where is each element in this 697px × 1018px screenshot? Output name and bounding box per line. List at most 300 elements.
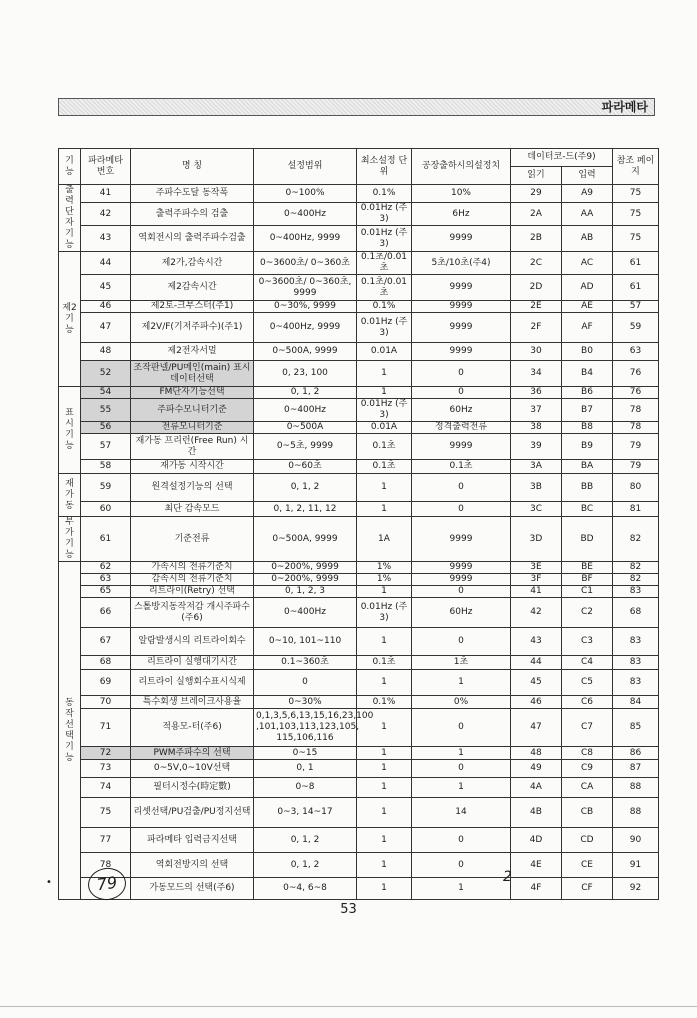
ref-page: 91 xyxy=(613,853,659,878)
param-no: 42 xyxy=(81,203,131,226)
header-name: 명 칭 xyxy=(131,149,254,185)
param-no: 45 xyxy=(81,275,131,301)
param-name: FM단자기능선택 xyxy=(131,387,254,399)
table-row xyxy=(59,878,659,900)
param-min-unit: 0.1% xyxy=(357,696,412,709)
param-min-unit: 1 xyxy=(357,747,412,760)
datacode-write: B8 xyxy=(562,422,613,434)
param-no: 77 xyxy=(81,828,131,853)
datacode-write: AF xyxy=(562,313,613,343)
parameter-table xyxy=(58,148,659,900)
scan-edge-line xyxy=(0,1006,697,1007)
param-no: 55 xyxy=(81,399,131,422)
param-no: 48 xyxy=(81,343,131,361)
header-min-unit: 최소설정 단위 xyxy=(357,149,412,185)
datacode-read: 38 xyxy=(511,422,562,434)
param-factory: 60Hz xyxy=(412,399,511,422)
table-row xyxy=(59,586,659,598)
margin-dot: • xyxy=(46,877,52,888)
param-name: 제2전자서멀 xyxy=(131,343,254,361)
param-factory: 10% xyxy=(412,185,511,203)
function-group: 제2 기능 xyxy=(59,252,81,387)
param-range: 0~100% xyxy=(254,185,357,203)
param-min-unit: 0.01Hz (주3) xyxy=(357,313,412,343)
ref-page: 83 xyxy=(613,586,659,598)
param-range: 0~15 xyxy=(254,747,357,760)
ref-page: 85 xyxy=(613,709,659,747)
param-factory: 0% xyxy=(412,696,511,709)
ref-page: 88 xyxy=(613,778,659,798)
ref-page: 92 xyxy=(613,878,659,900)
datacode-write: CD xyxy=(562,828,613,853)
table-row xyxy=(59,628,659,656)
param-name: 감속시의 전류기준치 xyxy=(131,574,254,586)
param-name: 원격설정기능의 선택 xyxy=(131,474,254,502)
ref-page: 75 xyxy=(613,226,659,252)
param-factory: 0 xyxy=(412,828,511,853)
param-factory: 5초/10초(주4) xyxy=(412,252,511,275)
param-range: 0.1~360초 xyxy=(254,656,357,670)
param-name: 특수회생 브레이크사용율 xyxy=(131,696,254,709)
param-min-unit: 0.1% xyxy=(357,301,412,313)
datacode-write: B7 xyxy=(562,399,613,422)
datacode-read: 30 xyxy=(511,343,562,361)
param-name: 가동모드의 선택(주6) xyxy=(131,878,254,900)
param-factory: 0 xyxy=(412,502,511,517)
ref-page: 83 xyxy=(613,656,659,670)
datacode-write: AD xyxy=(562,275,613,301)
ref-page: 61 xyxy=(613,275,659,301)
param-range: 0~500A xyxy=(254,422,357,434)
param-factory: 9999 xyxy=(412,313,511,343)
ref-page: 78 xyxy=(613,422,659,434)
datacode-read: 3F xyxy=(511,574,562,586)
param-min-unit: 0.1초/0.01초 xyxy=(357,275,412,301)
table-row xyxy=(59,226,659,252)
param-range: 0 xyxy=(254,670,357,696)
param-range: 0, 1, 2 xyxy=(254,853,357,878)
param-name: 기준전류 xyxy=(131,517,254,562)
datacode-read: 42 xyxy=(511,598,562,628)
ref-page: 84 xyxy=(613,696,659,709)
param-no: 71 xyxy=(81,709,131,747)
param-name: 역회전방지의 선택 xyxy=(131,853,254,878)
param-no: 62 xyxy=(81,562,131,574)
param-min-unit: 1 xyxy=(357,798,412,828)
param-min-unit: 0.01A xyxy=(357,343,412,361)
table-row xyxy=(59,853,659,878)
table-row xyxy=(59,474,659,502)
param-no: 57 xyxy=(81,434,131,460)
section-title: 파라메타 xyxy=(601,100,648,114)
header-function: 기능 xyxy=(59,149,81,185)
param-min-unit: 1 xyxy=(357,387,412,399)
param-name: 재가동 시작시간 xyxy=(131,460,254,474)
datacode-read: 3E xyxy=(511,562,562,574)
param-no: 72 xyxy=(81,747,131,760)
param-no: 56 xyxy=(81,422,131,434)
header-param-no: 파라메타 번호 xyxy=(81,149,131,185)
param-min-unit: 1 xyxy=(357,778,412,798)
param-factory: 9999 xyxy=(412,343,511,361)
param-factory: 60Hz xyxy=(412,598,511,628)
ref-page: 79 xyxy=(613,460,659,474)
param-no: 52 xyxy=(81,361,131,387)
datacode-read: 2B xyxy=(511,226,562,252)
param-range: 0~400Hz xyxy=(254,598,357,628)
param-no: 73 xyxy=(81,760,131,778)
param-name: 주파수모니터기준 xyxy=(131,399,254,422)
parameter-rows xyxy=(59,185,659,900)
table-row xyxy=(59,361,659,387)
param-min-unit: 1 xyxy=(357,502,412,517)
param-range: 0~10, 101~110 xyxy=(254,628,357,656)
param-no: 69 xyxy=(81,670,131,696)
param-name: 0~5V,0~10V선택 xyxy=(131,760,254,778)
param-min-unit: 0.1초 xyxy=(357,656,412,670)
table-row xyxy=(59,696,659,709)
param-name: 역회전시의 출력주파수검출 xyxy=(131,226,254,252)
param-no: 70 xyxy=(81,696,131,709)
param-name: 최단 감속모드 xyxy=(131,502,254,517)
datacode-write: BF xyxy=(562,574,613,586)
datacode-read: 3D xyxy=(511,517,562,562)
ref-page: 63 xyxy=(613,343,659,361)
param-no: 58 xyxy=(81,460,131,474)
param-no: 61 xyxy=(81,517,131,562)
param-min-unit: 1A xyxy=(357,517,412,562)
datacode-read: 44 xyxy=(511,656,562,670)
param-factory: 0 xyxy=(412,387,511,399)
ref-page: 90 xyxy=(613,828,659,853)
datacode-read: 29 xyxy=(511,185,562,203)
param-min-unit: 0.1초 xyxy=(357,434,412,460)
header-read: 읽기 xyxy=(511,167,562,185)
datacode-write: C6 xyxy=(562,696,613,709)
param-min-unit: 1 xyxy=(357,828,412,853)
ref-page: 68 xyxy=(613,598,659,628)
datacode-read: 36 xyxy=(511,387,562,399)
param-min-unit: 1 xyxy=(357,628,412,656)
section-header-bar xyxy=(58,98,655,116)
datacode-write: AC xyxy=(562,252,613,275)
datacode-write: CE xyxy=(562,853,613,878)
table-row xyxy=(59,747,659,760)
table-row xyxy=(59,760,659,778)
ref-page: 76 xyxy=(613,387,659,399)
datacode-read: 4E xyxy=(511,853,562,878)
table-row xyxy=(59,670,659,696)
datacode-write: BC xyxy=(562,502,613,517)
param-no: 59 xyxy=(81,474,131,502)
param-min-unit: 1 xyxy=(357,853,412,878)
param-range: 0, 23, 100 xyxy=(254,361,357,387)
param-name: 제2토-크부스터(주1) xyxy=(131,301,254,313)
table-row xyxy=(59,828,659,853)
param-min-unit: 1% xyxy=(357,574,412,586)
datacode-read: 34 xyxy=(511,361,562,387)
handwritten-circled-number: 79 xyxy=(86,866,128,903)
table-row xyxy=(59,275,659,301)
ref-page: 59 xyxy=(613,313,659,343)
datacode-write: C3 xyxy=(562,628,613,656)
header-write: 입력 xyxy=(562,167,613,185)
param-range: 0~3600초/ 0~360초 xyxy=(254,252,357,275)
datacode-write: C4 xyxy=(562,656,613,670)
param-min-unit: 0.01Hz (주3) xyxy=(357,226,412,252)
param-name: 리트라이(Retry) 선택 xyxy=(131,586,254,598)
param-name: 전류모니터기준 xyxy=(131,422,254,434)
param-min-unit: 1 xyxy=(357,361,412,387)
param-name: 리트라이 실행대기시간 xyxy=(131,656,254,670)
param-name: 파라메타 입력금지선택 xyxy=(131,828,254,853)
param-min-unit: 0.01A xyxy=(357,422,412,434)
datacode-read: 4A xyxy=(511,778,562,798)
param-range: 0~200%, 9999 xyxy=(254,574,357,586)
ref-page: 79 xyxy=(613,434,659,460)
ref-page: 81 xyxy=(613,502,659,517)
datacode-write: AA xyxy=(562,203,613,226)
param-min-unit: 1 xyxy=(357,878,412,900)
datacode-read: 41 xyxy=(511,586,562,598)
datacode-write: C8 xyxy=(562,747,613,760)
param-name: 제2V/F(기저주파수)(주1) xyxy=(131,313,254,343)
param-min-unit: 1 xyxy=(357,760,412,778)
datacode-read: 45 xyxy=(511,670,562,696)
datacode-write: BE xyxy=(562,562,613,574)
param-range: 0, 1 xyxy=(254,760,357,778)
datacode-write: BD xyxy=(562,517,613,562)
ref-page: 57 xyxy=(613,301,659,313)
param-no: 46 xyxy=(81,301,131,313)
param-min-unit: 0.01Hz (주3) xyxy=(357,203,412,226)
datacode-read: 3A xyxy=(511,460,562,474)
function-group: 출력 단자 기능 xyxy=(59,185,81,252)
param-name: 주파수도달 동작폭 xyxy=(131,185,254,203)
param-no: 67 xyxy=(81,628,131,656)
ref-page: 61 xyxy=(613,252,659,275)
datacode-read: 4B xyxy=(511,798,562,828)
datacode-write: C5 xyxy=(562,670,613,696)
param-factory: 9999 xyxy=(412,226,511,252)
ref-page: 76 xyxy=(613,361,659,387)
param-factory: 1 xyxy=(412,747,511,760)
param-factory: 0 xyxy=(412,474,511,502)
ref-page: 83 xyxy=(613,670,659,696)
param-range: 0~500A, 9999 xyxy=(254,517,357,562)
param-no: 44 xyxy=(81,252,131,275)
ref-page: 83 xyxy=(613,628,659,656)
param-factory: 9999 xyxy=(412,275,511,301)
datacode-read: 37 xyxy=(511,399,562,422)
datacode-write: AE xyxy=(562,301,613,313)
table-row xyxy=(59,778,659,798)
param-no: 74 xyxy=(81,778,131,798)
param-factory: 14 xyxy=(412,798,511,828)
datacode-read: 48 xyxy=(511,747,562,760)
table-row xyxy=(59,574,659,586)
datacode-read: 43 xyxy=(511,628,562,656)
function-group: 재가 동 xyxy=(59,474,81,517)
ref-page: 87 xyxy=(613,760,659,778)
param-min-unit: 0.1초 xyxy=(357,460,412,474)
param-factory: 9999 xyxy=(412,301,511,313)
ref-page: 75 xyxy=(613,185,659,203)
datacode-write: C7 xyxy=(562,709,613,747)
param-range: 0~400Hz, 9999 xyxy=(254,226,357,252)
param-range: 0~60초 xyxy=(254,460,357,474)
param-factory: 9999 xyxy=(412,574,511,586)
param-range: 0~400Hz xyxy=(254,203,357,226)
param-name: 알람발생시의 리트라이회수 xyxy=(131,628,254,656)
param-no: 41 xyxy=(81,185,131,203)
param-range: 0~5초, 9999 xyxy=(254,434,357,460)
param-no: 78 xyxy=(81,853,131,878)
table-row xyxy=(59,313,659,343)
datacode-read: 3C xyxy=(511,502,562,517)
datacode-write: B4 xyxy=(562,361,613,387)
datacode-write: CF xyxy=(562,878,613,900)
param-no: 63 xyxy=(81,574,131,586)
table-row xyxy=(59,798,659,828)
param-no: 75 xyxy=(81,798,131,828)
param-range: 0~4, 6~8 xyxy=(254,878,357,900)
param-factory: 1 xyxy=(412,878,511,900)
param-range: 0~30%, 9999 xyxy=(254,301,357,313)
datacode-write: BB xyxy=(562,474,613,502)
param-factory: 0 xyxy=(412,361,511,387)
datacode-write: C1 xyxy=(562,586,613,598)
table-row xyxy=(59,656,659,670)
param-factory: 9999 xyxy=(412,434,511,460)
param-range: 0~500A, 9999 xyxy=(254,343,357,361)
param-range: 0~200%, 9999 xyxy=(254,562,357,574)
param-no: 66 xyxy=(81,598,131,628)
table-row xyxy=(59,387,659,399)
param-range: 0, 1, 2 xyxy=(254,828,357,853)
table-row xyxy=(59,434,659,460)
table-row xyxy=(59,517,659,562)
table-row xyxy=(59,399,659,422)
param-name: 스톨방지동작저감 개시주파수(주6) xyxy=(131,598,254,628)
datacode-read: 3B xyxy=(511,474,562,502)
datacode-write: AB xyxy=(562,226,613,252)
datacode-write: B9 xyxy=(562,434,613,460)
datacode-read: 4D xyxy=(511,828,562,853)
param-factory: 9999 xyxy=(412,562,511,574)
datacode-read: 46 xyxy=(511,696,562,709)
datacode-read: 49 xyxy=(511,760,562,778)
param-factory: 1 xyxy=(412,778,511,798)
header-factory: 공장출하시의설정치 xyxy=(412,149,511,185)
param-min-unit: 0.1초/0.01초 xyxy=(357,252,412,275)
table-row xyxy=(59,422,659,434)
param-factory: 1 xyxy=(412,670,511,696)
table-row xyxy=(59,252,659,275)
ref-page: 82 xyxy=(613,562,659,574)
table-row xyxy=(59,709,659,747)
param-name: 리셋선택/PU검출/PU정지선택 xyxy=(131,798,254,828)
datacode-write: C9 xyxy=(562,760,613,778)
param-name: 제2가,감속시간 xyxy=(131,252,254,275)
function-group: 동작 선택 기능 xyxy=(59,562,81,900)
header-ref-page: 참조 페이지 xyxy=(613,149,659,185)
param-name: 적용모-터(주6) xyxy=(131,709,254,747)
param-no: 54 xyxy=(81,387,131,399)
table-row xyxy=(59,502,659,517)
datacode-write: CB xyxy=(562,798,613,828)
datacode-read: 4F xyxy=(511,878,562,900)
param-range: 0,1,3,5,6,13,15,16,23,100 ,101,103,113,123,105, 115,106,116 xyxy=(254,709,357,747)
param-range: 0~3, 14~17 xyxy=(254,798,357,828)
param-range: 0~30% xyxy=(254,696,357,709)
param-min-unit: 0.01Hz (주3) xyxy=(357,598,412,628)
param-no: 47 xyxy=(81,313,131,343)
param-factory: 0 xyxy=(412,853,511,878)
param-name: 필터시정수(時定數) xyxy=(131,778,254,798)
datacode-write: BA xyxy=(562,460,613,474)
param-min-unit: 1 xyxy=(357,670,412,696)
function-group: 표시 기능 xyxy=(59,387,81,474)
param-factory: 1초 xyxy=(412,656,511,670)
param-name: 리트라이 실행회수표시식제 xyxy=(131,670,254,696)
ref-page: 82 xyxy=(613,574,659,586)
datacode-read: 39 xyxy=(511,434,562,460)
datacode-write: CA xyxy=(562,778,613,798)
handwritten-mark: 2 xyxy=(503,869,512,885)
header-range: 설정범위 xyxy=(254,149,357,185)
param-range: 0, 1, 2, 11, 12 xyxy=(254,502,357,517)
param-name: 재가동 프리런(Free Run) 시간 xyxy=(131,434,254,460)
table-row xyxy=(59,203,659,226)
param-factory: 0 xyxy=(412,760,511,778)
datacode-read: 2C xyxy=(511,252,562,275)
header-datacode: 데이터코-드(주9) xyxy=(511,149,613,167)
param-name: PWM주파수의 선택 xyxy=(131,747,254,760)
datacode-read: 47 xyxy=(511,709,562,747)
param-min-unit: 0.1% xyxy=(357,185,412,203)
table-row xyxy=(59,562,659,574)
param-name: 조작판넬/PU메인(main) 표시데이터선택 xyxy=(131,361,254,387)
param-range: 0, 1, 2 xyxy=(254,387,357,399)
param-no: 68 xyxy=(81,656,131,670)
param-min-unit: 0.01Hz (주3) xyxy=(357,399,412,422)
param-no: 43 xyxy=(81,226,131,252)
param-range: 0, 1, 2 xyxy=(254,474,357,502)
table-row xyxy=(59,185,659,203)
param-factory: 9999 xyxy=(412,517,511,562)
ref-page: 80 xyxy=(613,474,659,502)
param-no: 65 xyxy=(81,586,131,598)
param-name: 가속시의 전류기준치 xyxy=(131,562,254,574)
table-row xyxy=(59,301,659,313)
param-range: 0~400Hz, 9999 xyxy=(254,313,357,343)
param-range: 0~400Hz xyxy=(254,399,357,422)
datacode-read: 2E xyxy=(511,301,562,313)
ref-page: 82 xyxy=(613,517,659,562)
param-factory: 0 xyxy=(412,709,511,747)
table-row xyxy=(59,460,659,474)
ref-page: 88 xyxy=(613,798,659,828)
param-min-unit: 1% xyxy=(357,562,412,574)
param-factory: 0 xyxy=(412,586,511,598)
param-min-unit: 1 xyxy=(357,586,412,598)
param-range: 0, 1, 2, 3 xyxy=(254,586,357,598)
datacode-read: 2A xyxy=(511,203,562,226)
param-factory: 6Hz xyxy=(412,203,511,226)
datacode-write: A9 xyxy=(562,185,613,203)
function-group: 부가 기능 xyxy=(59,517,81,562)
